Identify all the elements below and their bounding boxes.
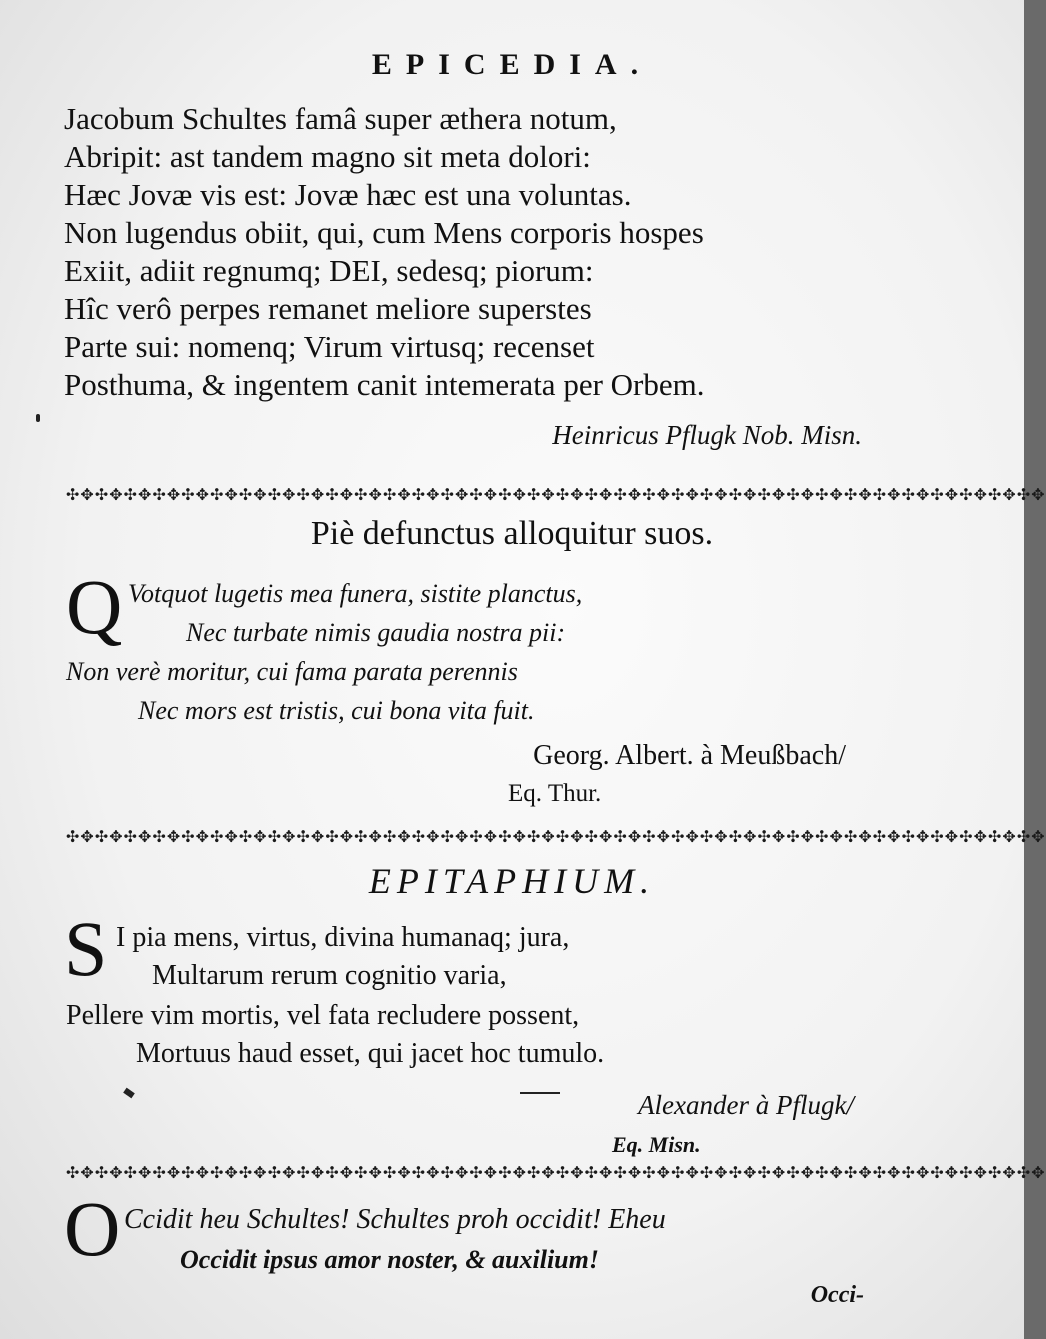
poem-line: Hæc Jovæ vis est: Jovæ hæc est una voluntas.	[64, 177, 632, 212]
poem-line: Votquot lugetis mea funera, sistite planctus,	[128, 579, 583, 608]
poem-line: I pia mens, virtus, divina humanaq; jura,	[116, 922, 570, 953]
poem-1	[64, 100, 854, 404]
signature-rank: Eq. Thur.	[508, 780, 602, 807]
ink-mark	[36, 414, 40, 422]
ornament-divider: ✣✥✣✥✣✥✣✥✣✥✣✥✣✥✣✥✣✥✣✥✣✥✣✥✣✥✣✥✣✥✣✥✣✥✣✥✣✥✣✥✣✥✣✥✣✥✣✥✣✥✣✥✣✥✣✥✣✥✣✥✣✥✣✥✣✥✣✥	[66, 1163, 1046, 1182]
poem-line: Jacobum Schultes famâ super æthera notum,	[64, 101, 617, 136]
ink-mark	[123, 1088, 135, 1099]
poem-line: Non verè moritur, cui fama parata perennis	[66, 657, 518, 686]
poem-line: Pellere vim mortis, vel fata recludere possent,	[66, 1000, 580, 1031]
drop-capital: Q	[66, 563, 123, 650]
ornament-divider: ✣✥✣✥✣✥✣✥✣✥✣✥✣✥✣✥✣✥✣✥✣✥✣✥✣✥✣✥✣✥✣✥✣✥✣✥✣✥✣✥✣✥✣✥✣✥✣✥✣✥✣✥✣✥✣✥✣✥✣✥✣✥✣✥✣✥✣✥	[66, 485, 1046, 504]
drop-capital: S	[64, 905, 108, 992]
catchword: Occi-	[810, 1282, 864, 1308]
poem-line: Posthuma, & ingentem canit intemerata per Orbem.	[64, 367, 705, 402]
running-header: EPICEDIA.	[371, 48, 653, 81]
ink-mark	[520, 1092, 560, 1094]
poem-line: Hîc verô perpes remanet meliore superstes	[64, 291, 592, 326]
poem-title: EPITAPHIUM.	[368, 861, 656, 901]
signature-rank: Eq. Misn.	[612, 1132, 701, 1157]
signature-meussbach: Georg. Albert. à Meußbach/	[533, 740, 846, 771]
poem-line: Nec turbate nimis gaudia nostra pii:	[186, 618, 566, 647]
ornament-divider: ✣✥✣✥✣✥✣✥✣✥✣✥✣✥✣✥✣✥✣✥✣✥✣✥✣✥✣✥✣✥✣✥✣✥✣✥✣✥✣✥✣✥✣✥✣✥✣✥✣✥✣✥✣✥✣✥✣✥✣✥✣✥✣✥✣✥✣✥	[66, 827, 1046, 846]
poem-line: Multarum rerum cognitio varia,	[152, 960, 507, 991]
poem-line: Nec mors est tristis, cui bona vita fuit.	[138, 696, 535, 725]
poem-line: Non lugendus obiit, qui, cum Mens corporis hospes	[64, 215, 704, 250]
poem-line: Mortuus haud esset, qui jacet hoc tumulo.	[136, 1038, 605, 1069]
poem-line: Ccidit heu Schultes! Schultes proh occidit! Eheu	[124, 1204, 666, 1235]
poem-line: Parte sui: nomenq; Virum virtusq; recenset	[64, 329, 595, 364]
poem-title: Piè defunctus alloquitur suos.	[310, 515, 714, 552]
drop-capital: O	[64, 1185, 121, 1272]
poem-line: Occidit ipsus amor noster, & auxilium!	[180, 1245, 599, 1274]
poem-line: Abripit: ast tandem magno sit meta dolori:	[64, 139, 591, 174]
poem-line: Exiit, adiit regnumq; DEI, sedesq; piorum:	[64, 253, 594, 288]
signature-pflugk-alexander: Alexander à Pflugk/	[638, 1090, 854, 1120]
signature-pflugk-heinricus: Heinricus Pflugk Nob. Misn.	[552, 420, 862, 450]
